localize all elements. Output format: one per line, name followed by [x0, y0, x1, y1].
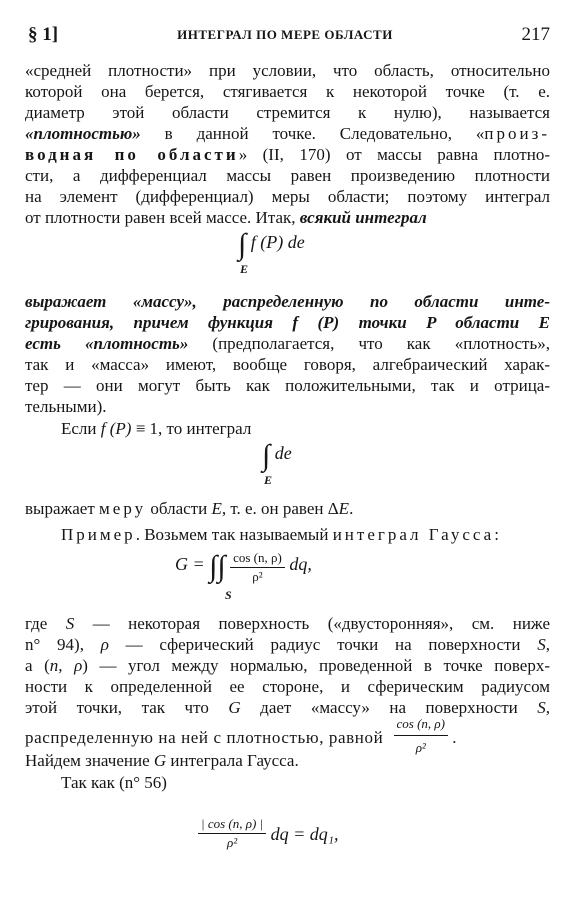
domain-subscript: E — [240, 262, 249, 276]
formula-dq — [198, 816, 339, 851]
text-line: Так как (n° 56) — [61, 773, 167, 792]
text-run: — некоторая поверхность («двусторонняя», см. ниже — [74, 614, 550, 633]
paragraph-since — [25, 772, 550, 793]
text-line: грирования, причем функция f (P) точки P области E — [25, 313, 550, 332]
paragraph-measure — [25, 498, 550, 519]
math-inline: S — [537, 635, 546, 654]
text-line — [25, 144, 550, 165]
term-density: «плотностью» — [25, 124, 141, 143]
numerator: cos (n, ρ) — [394, 713, 448, 736]
text-line: тельными). — [25, 397, 107, 416]
text-line — [25, 123, 550, 144]
math-inline: ρ — [100, 635, 109, 654]
fraction — [230, 550, 285, 585]
text-run: (предполагается, что как «плотность», — [188, 334, 550, 353]
math-inline: n, ρ — [49, 656, 83, 675]
fraction — [198, 816, 266, 851]
integral-sign: ∫∫ — [209, 550, 226, 583]
text-line — [25, 750, 550, 771]
running-title: ИНТЕГРАЛ ПО МЕРЕ ОБЛАСТИ — [177, 27, 393, 42]
text-run: этой точки, так что — [25, 698, 229, 717]
denominator: ρ² — [252, 569, 263, 585]
integral-sign: ∫ — [238, 228, 247, 261]
text-run: : — [494, 525, 499, 544]
page-header — [20, 24, 550, 46]
math-inline: G — [153, 751, 167, 770]
formula-integral-de — [262, 439, 292, 487]
text-run: дает «массу» на поверхности — [240, 698, 538, 717]
text-line — [25, 613, 550, 634]
text-run: . Возьмем так называемый — [135, 525, 333, 544]
differential: dq, — [289, 554, 312, 574]
text-line — [25, 634, 550, 655]
text-line: «средней плотности» при условии, что область, относительно — [25, 61, 550, 80]
numerator: cos (n, ρ) — [230, 550, 285, 568]
text-run: в данной точке. Следовательно, « — [140, 124, 485, 143]
text-line — [25, 655, 550, 676]
equation-tail: dq = dq₁, — [270, 823, 339, 844]
emphasis: есть «плотность» — [25, 334, 189, 353]
paragraph-surface-end — [25, 713, 550, 755]
text-run: распределенную на ней с плотностью, равной — [25, 728, 384, 748]
text-run: интеграла Гаусса. — [166, 751, 299, 770]
spaced-term: Пример — [61, 525, 136, 544]
lhs: G = — [175, 554, 205, 574]
paragraph-mass — [25, 291, 550, 417]
math-inline: E — [338, 499, 350, 518]
paragraph-density — [25, 60, 550, 228]
text-line: ности к определенной ее стороне, и сферическим радиусом — [25, 677, 550, 696]
text-run: , — [545, 635, 550, 654]
text-run: где — [25, 614, 66, 633]
text-line — [25, 418, 550, 439]
paragraph-example — [25, 524, 550, 545]
text-run: . — [452, 728, 457, 748]
text-line: тер — они могут быть как положительными, так и отрица- — [25, 376, 550, 395]
text-line: которой она берется, стягивается к некоторой точке (т. е. — [25, 82, 550, 101]
denominator: ρ² — [226, 835, 238, 850]
domain-subscript: S — [225, 588, 232, 602]
numerator: | cos (n, ρ) | — [198, 816, 266, 834]
text-line — [25, 207, 550, 228]
text-line — [25, 333, 550, 354]
text-line: на элемент (дифференциал) меры области; поэтому интеграл — [25, 187, 550, 206]
text-run: области — [146, 499, 212, 518]
math-inline: S — [537, 698, 546, 717]
text-run: » (II, 170) от массы равна плотно- — [238, 145, 550, 164]
text-run: , — [545, 698, 551, 717]
spaced-term: произ- — [484, 124, 550, 143]
formula-gauss — [175, 550, 312, 602]
math-inline: f (P) — [100, 419, 132, 438]
denominator: ρ² — [415, 740, 426, 755]
formula-integral-f — [238, 228, 305, 276]
text-run: выражает — [25, 499, 100, 518]
text-line: так и «масса» имеют, вообще говоря, алгебраический харак- — [25, 355, 550, 374]
page-number: 217 — [521, 24, 550, 45]
paragraph-find — [25, 750, 550, 771]
text-line: сти, а дифференциал массы равен произведению плотности — [25, 166, 550, 185]
text-run: а ( — [25, 656, 50, 675]
paragraph-if — [25, 418, 550, 439]
spaced-term: меру — [99, 499, 147, 518]
text-line — [25, 498, 550, 519]
integrand: f (P) de — [250, 232, 305, 252]
text-run: Если — [61, 419, 101, 438]
text-run: ≡ 1, то интеграл — [131, 419, 252, 438]
emphasis: всякий интеграл — [299, 208, 427, 227]
text-line: диаметр этой области стремится к нулю), называется — [25, 103, 550, 122]
text-run: n° 94), — [25, 635, 101, 654]
text-run: — сферический радиус точки на поверхности — [108, 635, 538, 654]
domain-subscript: E — [264, 473, 273, 487]
text-run: от плотности равен всей массе. Итак, — [25, 208, 300, 227]
math-inline: E — [211, 499, 222, 518]
text-line — [25, 524, 550, 545]
integral-sign: ∫ — [262, 439, 271, 472]
paragraph-surface — [25, 613, 550, 718]
integrand: de — [274, 443, 292, 463]
spaced-term: интеграл Гаусса — [332, 525, 495, 544]
text-run: , т. е. он равен Δ — [221, 499, 339, 518]
math-inline: G — [228, 698, 241, 717]
section-number: § 1] — [28, 24, 59, 45]
text-line: выражает «массу», распределенную по области инте- — [25, 292, 550, 311]
text-run: Найдем значение — [25, 751, 154, 770]
spaced-term: водная по области — [25, 145, 239, 164]
math-inline: S — [65, 614, 75, 633]
text-run: ) — угол между нормалью, проведенной в точке поверх- — [82, 656, 550, 675]
text-run: . — [349, 499, 354, 518]
